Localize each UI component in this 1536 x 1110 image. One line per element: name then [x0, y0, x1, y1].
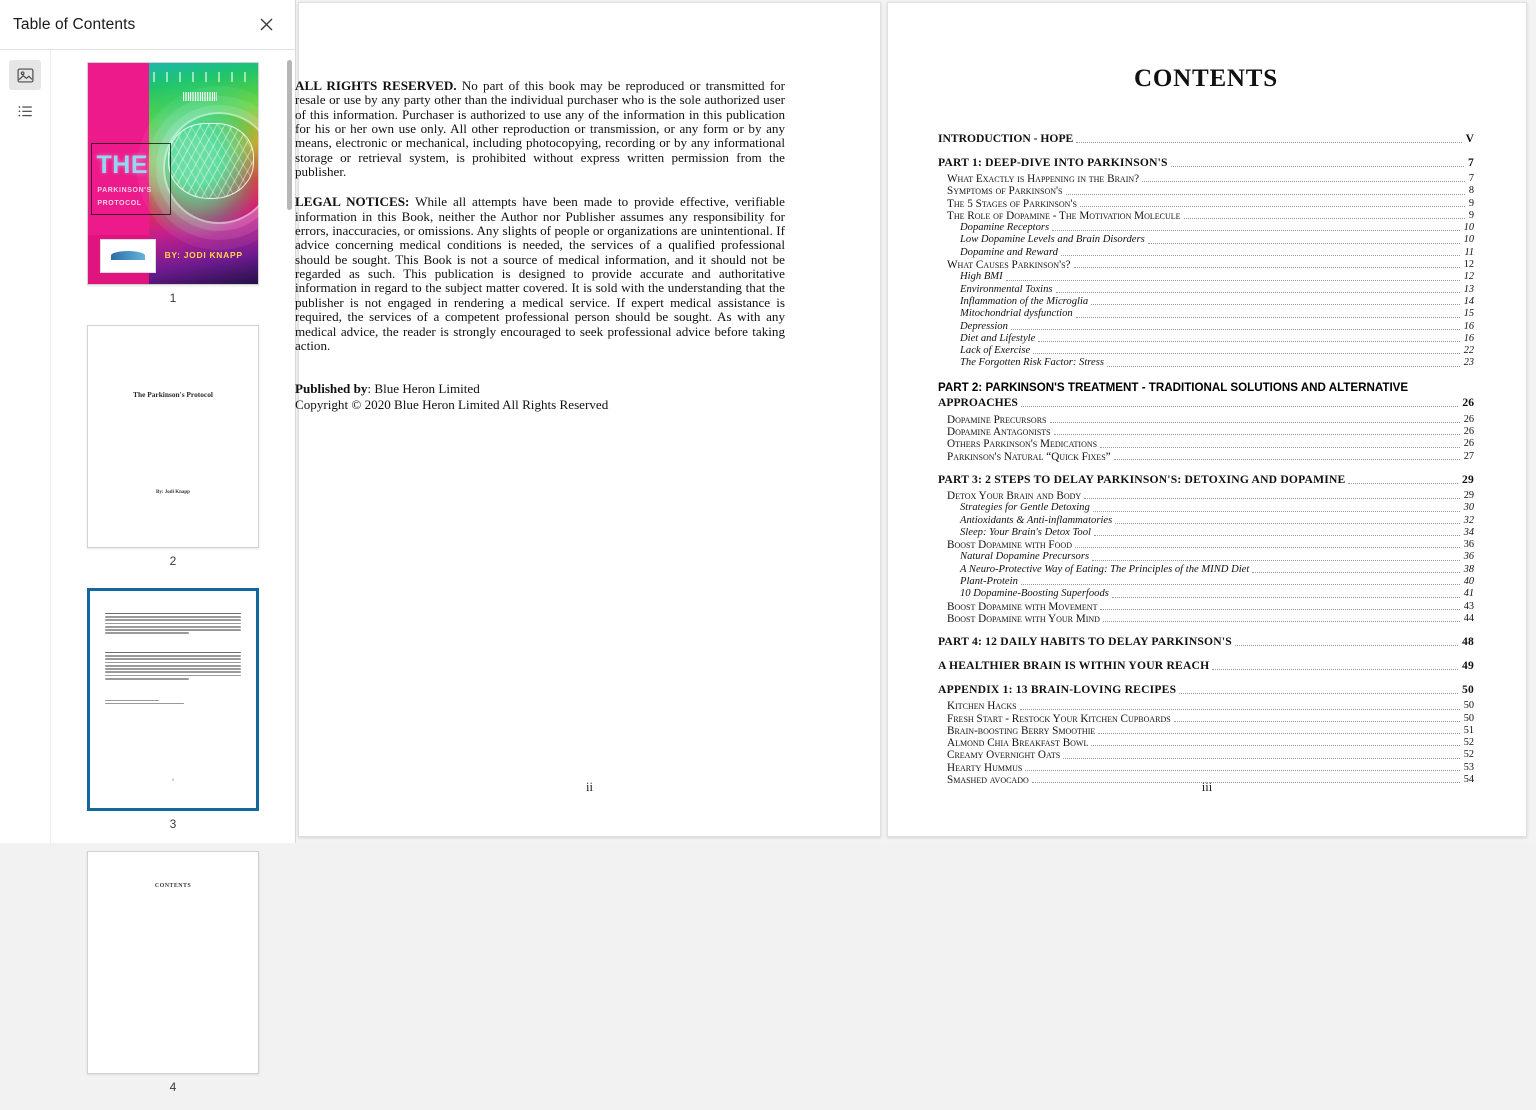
- toc-entry-page: 32: [1463, 514, 1474, 526]
- toc-entry-page: 54: [1463, 773, 1474, 785]
- toc-entry-section[interactable]: [938, 426, 1474, 438]
- toc-entry-sub[interactable]: [938, 588, 1474, 600]
- toc-leader-dots: [1091, 745, 1459, 746]
- toc-leader-dots: [1100, 447, 1460, 448]
- toc-entry-sub[interactable]: [938, 345, 1474, 357]
- toc-leader-dots: [1054, 434, 1460, 435]
- published-by-line: [295, 381, 787, 397]
- toc-entry-part[interactable]: [938, 472, 1474, 487]
- toc-leader-dots: [1056, 292, 1460, 293]
- toc-leader-dots: [1098, 733, 1459, 734]
- toc-entry-text: PART 2: PARKINSON'S TREATMENT - TRADITIONAL SOLUTIONS AND ALTERNATIVE: [938, 380, 1409, 394]
- toc-leader-dots: [1114, 459, 1460, 460]
- toc-leader-dots: [1033, 353, 1459, 354]
- toc-entry-text: Dopamine and Reward: [960, 246, 1058, 258]
- toc-entry-sub[interactable]: [938, 234, 1474, 246]
- toc-leader-dots: [1235, 645, 1458, 646]
- toc-entry-text: Lack of Exercise: [960, 345, 1031, 357]
- toc-leader-dots: [1050, 422, 1460, 423]
- toc-entry-text: Fresh Start - Restock Your Kitchen Cupboards: [947, 712, 1171, 725]
- toc-entry-sub[interactable]: [938, 515, 1474, 527]
- toc-entry-page: 16: [1463, 320, 1474, 332]
- toc-entry-page: 50: [1463, 700, 1474, 712]
- toc-entry-text: A Neuro-Protective Way of Eating: The Principles of the MIND Diet: [960, 563, 1250, 575]
- toc-entry-page: 40: [1463, 576, 1474, 588]
- toc-entry-text: INTRODUCTION - HOPE: [938, 132, 1074, 145]
- toc-leader-dots: [1142, 181, 1465, 182]
- toc-entry-text: Almond Chia Breakfast Bowl: [947, 737, 1089, 750]
- toc-entry-page: 44: [1463, 612, 1474, 624]
- toc-leader-dots: [1020, 709, 1460, 710]
- thumb-author-text: By: Jodi Knapp: [156, 489, 190, 495]
- toc-entry-text: Boost Dopamine with Movement: [947, 600, 1098, 613]
- toc-entry-page: 27: [1463, 450, 1474, 462]
- toc-entry-page: 10: [1463, 234, 1474, 246]
- toc-leader-dots: [1038, 341, 1459, 342]
- thumb-folio: ii: [172, 776, 174, 782]
- toc-leader-dots: [1076, 317, 1460, 318]
- toc-entry-page: 53: [1463, 761, 1474, 773]
- thumbnail-page-3[interactable]: [87, 588, 259, 811]
- toc-entry-text: 10 Dopamine-Boosting Superfoods: [960, 588, 1109, 600]
- cover-barcode-detail: [183, 92, 217, 101]
- toc-leader-dots: [1075, 547, 1460, 548]
- toc-entry-sub[interactable]: [938, 284, 1474, 296]
- toc-entry-section[interactable]: [938, 173, 1474, 185]
- rights-reserved-lead: ALL RIGHTS RESERVED.: [295, 78, 457, 93]
- toc-entry-sub[interactable]: [938, 551, 1474, 563]
- legal-notices-lead: LEGAL NOTICES:: [295, 194, 410, 210]
- toc-entry-sub[interactable]: [938, 576, 1474, 588]
- toc-entry-section[interactable]: [938, 414, 1474, 426]
- toc-entry-page: 52: [1463, 749, 1474, 761]
- toc-entry-page: 26: [1463, 413, 1474, 425]
- contents-heading: CONTENTS: [1134, 65, 1278, 92]
- toc-entry-page: 23: [1463, 357, 1474, 369]
- toc-entry-part[interactable]: [938, 682, 1474, 697]
- toc-entry-text: The 5 Stages of Parkinson's: [947, 197, 1077, 210]
- toc-leader-dots: [1011, 329, 1460, 330]
- toc-entry-text: Smashed avocado: [947, 773, 1029, 786]
- toc-entry-text: Depression: [960, 320, 1008, 332]
- published-by-value: : Blue Heron Limited: [367, 381, 480, 397]
- toc-entry-sub[interactable]: [938, 222, 1474, 234]
- toc-entry-page: 49: [1462, 659, 1474, 673]
- toc-entry-section[interactable]: [938, 700, 1474, 712]
- publisher-block: [295, 381, 787, 413]
- thumbnails-view-button[interactable]: [9, 60, 41, 90]
- toc-entry-sub[interactable]: [938, 247, 1474, 259]
- toc-entry-section[interactable]: [938, 749, 1474, 761]
- toc-entry-sub[interactable]: [938, 296, 1474, 308]
- toc-leader-dots: [1066, 194, 1465, 195]
- toc-entry-section[interactable]: [938, 762, 1474, 774]
- rights-reserved-body: No part of this book may be reproduced or transmitted for resale or use by any party other than the individual purchaser who is the sole authorized user of this information. Purchaser is authorized to use any of the information in this publication for his or her own use only. All other reproduction or transmission, or any form or by any means, electronic or mechanical, including photocopying, recording or by any informational storage or retrieval system, is prohibited without express written permission from the publisher.: [295, 78, 785, 180]
- panel-view-rail: [0, 50, 51, 843]
- toc-entry-section[interactable]: [938, 451, 1474, 463]
- toc-entry-page: 9: [1468, 209, 1474, 221]
- toc-entry-text: Creamy Overnight Oats: [947, 749, 1061, 762]
- toc-leader-dots: [1061, 255, 1461, 256]
- cover-subtitle-1: PARKINSON'S: [97, 186, 152, 194]
- toc-entry-page: 29: [1462, 472, 1474, 486]
- toc-entry-section[interactable]: [938, 737, 1474, 749]
- toc-entry-page: 15: [1463, 308, 1474, 320]
- toc-leader-dots: [1006, 280, 1460, 281]
- toc-entry-text: Dopamine Antagonists: [947, 426, 1051, 439]
- thumbnail-label: 3: [169, 817, 177, 831]
- toc-entry-section[interactable]: [938, 210, 1474, 222]
- toc-entry-text: Antioxidants & Anti-inflammatories: [960, 514, 1113, 526]
- toc-entry-text: Parkinson's Natural “Quick Fixes”: [947, 450, 1111, 463]
- toc-entry-page: 14: [1463, 295, 1474, 307]
- toc-entry-text: Sleep: Your Brain's Detox Tool: [960, 526, 1091, 538]
- toc-leader-dots: [1094, 535, 1460, 536]
- legal-notices-paragraph: [295, 195, 787, 353]
- toc-entry-page: 30: [1463, 502, 1474, 514]
- toc-entry-part[interactable]: [938, 131, 1474, 146]
- page-folio-left: ii: [586, 780, 593, 794]
- toc-entry-sub[interactable]: [938, 271, 1474, 283]
- document-page-iii: [887, 2, 1527, 837]
- toc-entry-sub[interactable]: [938, 333, 1474, 345]
- toc-entry-page: 12: [1463, 271, 1474, 283]
- thumb-paragraph-1: [105, 613, 241, 634]
- toc-leader-dots: [1103, 621, 1460, 622]
- toc-entry-text: Natural Dopamine Precursors: [960, 551, 1090, 563]
- thumbnail-page-4[interactable]: [87, 851, 259, 1074]
- thumbnail-label: 2: [169, 554, 177, 568]
- rights-reserved-paragraph: [295, 79, 787, 179]
- table-of-contents-entries: [938, 131, 1474, 786]
- toc-entry-text: The Forgotten Risk Factor: Stress: [960, 357, 1104, 369]
- toc-leader-dots: [1115, 523, 1459, 524]
- toc-entry-text: Boost Dopamine with Food: [947, 539, 1072, 552]
- toc-entry-sub[interactable]: [938, 502, 1474, 514]
- toc-entry-part[interactable]: [938, 658, 1474, 673]
- toc-leader-dots: [1093, 511, 1460, 512]
- toc-leader-dots: [1092, 560, 1460, 561]
- thumbnail-item[interactable]: [51, 847, 296, 1110]
- toc-entry-page: 38: [1463, 563, 1474, 575]
- toc-leader-dots: [1021, 584, 1460, 585]
- published-by-label: Published by: [295, 381, 368, 397]
- toc-entry-page: V: [1465, 132, 1474, 145]
- toc-leader-dots: [1025, 770, 1459, 771]
- toc-entry-text: Boost Dopamine with Your Mind: [947, 612, 1100, 625]
- toc-entry-text: Hearty Hummus: [947, 761, 1023, 774]
- toc-entry-page: 7: [1468, 156, 1474, 169]
- cover-byline: BY: JODI KNAPP: [164, 249, 243, 260]
- toc-entry-page: 41: [1463, 588, 1474, 600]
- toc-entry-section[interactable]: [938, 539, 1474, 551]
- thumb-title-text: The Parkinson's Protocol: [133, 390, 213, 400]
- toc-entry-text: High BMI: [960, 271, 1003, 283]
- toc-entry-section[interactable]: [938, 490, 1474, 502]
- panel-scrollbar[interactable]: [285, 50, 294, 843]
- toc-entry-sub[interactable]: [938, 321, 1474, 333]
- thumbnail-label: 4: [169, 1080, 177, 1094]
- image-icon: [16, 66, 35, 85]
- toc-leader-dots: [1171, 166, 1464, 167]
- toc-entry-page: 26: [1462, 395, 1474, 409]
- cover-title-the: THE: [96, 151, 148, 180]
- panel-body: [0, 50, 295, 1094]
- toc-entry-page: 36: [1463, 551, 1474, 563]
- toc-entry-sub[interactable]: [938, 357, 1474, 369]
- toc-entry-text: PART 3: 2 STEPS TO DELAY PARKINSON'S: DETOXING AND DOPAMINE: [938, 472, 1346, 486]
- toc-entry-page: 50: [1462, 683, 1474, 697]
- toc-entry-text: PART 1: DEEP-DIVE INTO PARKINSON'S: [938, 156, 1168, 169]
- toc-leader-dots: [1091, 304, 1460, 305]
- cover-subtitle-2: PROTOCOL: [97, 200, 142, 208]
- toc-entry-page: 48: [1462, 635, 1474, 649]
- toc-entry-text: Mitochondrial dysfunction: [960, 308, 1073, 320]
- toc-leader-dots: [1021, 406, 1459, 407]
- toc-leader-dots: [1174, 721, 1460, 722]
- toc-entry-page: 43: [1463, 600, 1474, 612]
- table-of-contents-panel: [0, 0, 296, 1094]
- toc-entry-text: Low Dopamine Levels and Brain Disorders: [960, 234, 1145, 246]
- toc-entry-page: 51: [1463, 724, 1474, 736]
- toc-leader-dots: [1074, 267, 1460, 268]
- thumb-contents-heading: CONTENTS: [154, 882, 192, 889]
- toc-leader-dots: [1112, 597, 1460, 598]
- document-viewer[interactable]: [296, 0, 1536, 843]
- toc-entry-sub[interactable]: [938, 564, 1474, 576]
- toc-entry-text: What Causes Parkinson's?: [947, 259, 1071, 272]
- toc-entry-text: Dopamine Precursors: [947, 413, 1047, 426]
- toc-entry-section[interactable]: [938, 601, 1474, 613]
- thumbnail-item[interactable]: [51, 58, 296, 321]
- toc-entry-page: 50: [1463, 712, 1474, 724]
- toc-entry-page: 10: [1463, 222, 1474, 234]
- panel-header: [0, 0, 295, 50]
- toc-entry-page: 34: [1463, 526, 1474, 538]
- toc-entry-page: 9: [1468, 197, 1474, 209]
- toc-entry-text: Environmental Toxins: [960, 283, 1053, 295]
- toc-entry-page: 52: [1463, 737, 1474, 749]
- toc-entry-section[interactable]: [938, 613, 1474, 625]
- toc-entry-text: Diet and Lifestyle: [960, 332, 1036, 344]
- toc-entry-text: Detox Your Brain and Body: [947, 489, 1082, 502]
- panel-title: Table of Contents: [13, 15, 136, 33]
- toc-entry-text: Strategies for Gentle Detoxing: [960, 502, 1090, 514]
- copyright-line: Copyright © 2020 Blue Heron Limited All Rights Reserved: [295, 397, 609, 413]
- cover-tick-marks: [153, 72, 253, 82]
- toc-leader-dots: [1084, 498, 1460, 499]
- thumbnail-page-2[interactable]: [87, 325, 259, 548]
- toc-entry-page: 36: [1463, 539, 1474, 551]
- brain-icon: [168, 123, 254, 199]
- close-icon[interactable]: [251, 10, 281, 40]
- toc-entry-section[interactable]: [938, 198, 1474, 210]
- toc-entry-text: APPENDIX 1: 13 BRAIN-LOVING RECIPES: [938, 683, 1177, 697]
- toc-entry-section[interactable]: [938, 725, 1474, 737]
- panel-scrollbar-thumb[interactable]: [287, 60, 292, 210]
- toc-entry-sub[interactable]: [938, 527, 1474, 539]
- toc-entry-page: 8: [1468, 185, 1474, 197]
- toc-entry-text: Brain-boosting Berry Smoothie: [947, 724, 1096, 737]
- toc-entry-text: PART 4: 12 DAILY HABITS TO DELAY PARKINSON'S: [938, 635, 1232, 649]
- toc-leader-dots: [1252, 572, 1459, 573]
- toc-leader-dots: [1052, 230, 1460, 231]
- book-cover-art: [88, 63, 258, 284]
- toc-leader-dots: [1107, 366, 1460, 367]
- list-icon: [16, 102, 35, 121]
- toc-entry-text: Symptoms of Parkinson's: [947, 185, 1063, 198]
- toc-entry-page: 29: [1463, 489, 1474, 501]
- toc-leader-dots: [1063, 758, 1459, 759]
- toc-entry-text: Plant-Protein: [960, 576, 1018, 588]
- toc-leader-dots: [1212, 669, 1458, 670]
- document-page-ii: [295, 2, 881, 837]
- thumbnail-label: 1: [169, 291, 177, 305]
- toc-entry-page: 7: [1468, 173, 1474, 184]
- thumbnail-item[interactable]: [51, 321, 296, 584]
- toc-entry-sub[interactable]: [938, 308, 1474, 320]
- publisher-logo: [100, 239, 156, 273]
- toc-entry-part[interactable]: [938, 155, 1474, 170]
- toc-leader-dots: [1179, 693, 1458, 694]
- toc-leader-dots: [1184, 218, 1465, 219]
- toc-entry-page: 16: [1463, 332, 1474, 344]
- toc-entry-page: 11: [1464, 246, 1474, 258]
- toc-entry-page: 22: [1463, 345, 1474, 357]
- thumbnail-page-1[interactable]: [87, 62, 259, 285]
- toc-leader-dots: [1076, 142, 1461, 143]
- toc-leader-dots: [1080, 206, 1465, 207]
- toc-entry-text: APPROACHES: [938, 395, 1018, 409]
- toc-leader-dots: [1148, 243, 1460, 244]
- toc-entry-section[interactable]: [938, 713, 1474, 725]
- thumb-paragraph-2: [105, 652, 241, 680]
- toc-entry-text: Kitchen Hacks: [947, 700, 1017, 713]
- toc-entry-part[interactable]: [938, 634, 1474, 649]
- toc-entry-text: Inflammation of the Microglia: [960, 295, 1089, 307]
- toc-entry-text: Others Parkinson's Medications: [947, 438, 1098, 451]
- toc-entry-text: Dopamine Receptors: [960, 222, 1050, 234]
- outline-view-button[interactable]: [9, 96, 41, 126]
- toc-entry-section[interactable]: [938, 185, 1474, 197]
- thumbnail-item[interactable]: [51, 584, 296, 847]
- toc-leader-dots: [1100, 609, 1459, 610]
- toc-entry-section[interactable]: [938, 259, 1474, 271]
- toc-entry-text: A HEALTHIER BRAIN IS WITHIN YOUR REACH: [938, 659, 1210, 673]
- thumb-paragraph-3: [105, 700, 241, 705]
- toc-entry-text: The Role of Dopamine - The Motivation Molecule: [947, 209, 1181, 222]
- toc-entry-page: 26: [1463, 426, 1474, 438]
- legal-notices-body: While all attempts have been made to provide effective, verifiable information in this Book, neither the Author nor Publisher assumes any responsibility for errors, inaccuracies, or omissions. Any slights of people or organizations are unintentional. If advice concerning medical conditions is needed, the services of a qualified professional should be sought. This Book is not a source of medical information, and it should not be regarded as such. This publication is designed to provide accurate and authoritative information in regard to the subject matter covered. It is sold with the understanding that the publisher is not engaged in rendering a medical service. If expert medical assistance is required, the services of a competent professional person should be sought. As with any medical advice, the reader is strongly encouraged to seek professional advice before taking action.: [295, 194, 785, 353]
- toc-entry-page: 13: [1463, 283, 1474, 295]
- toc-entry-page: 12: [1463, 259, 1474, 271]
- toc-entry-text: What Exactly is Happening in the Brain?: [947, 173, 1140, 185]
- toc-entry-page: 26: [1463, 438, 1474, 450]
- toc-entry-part[interactable]: [938, 380, 1474, 410]
- toc-leader-dots: [1348, 483, 1458, 484]
- thumbnail-list[interactable]: [51, 50, 295, 1094]
- page-folio-right: iii: [1201, 780, 1213, 794]
- toc-entry-section[interactable]: [938, 438, 1474, 450]
